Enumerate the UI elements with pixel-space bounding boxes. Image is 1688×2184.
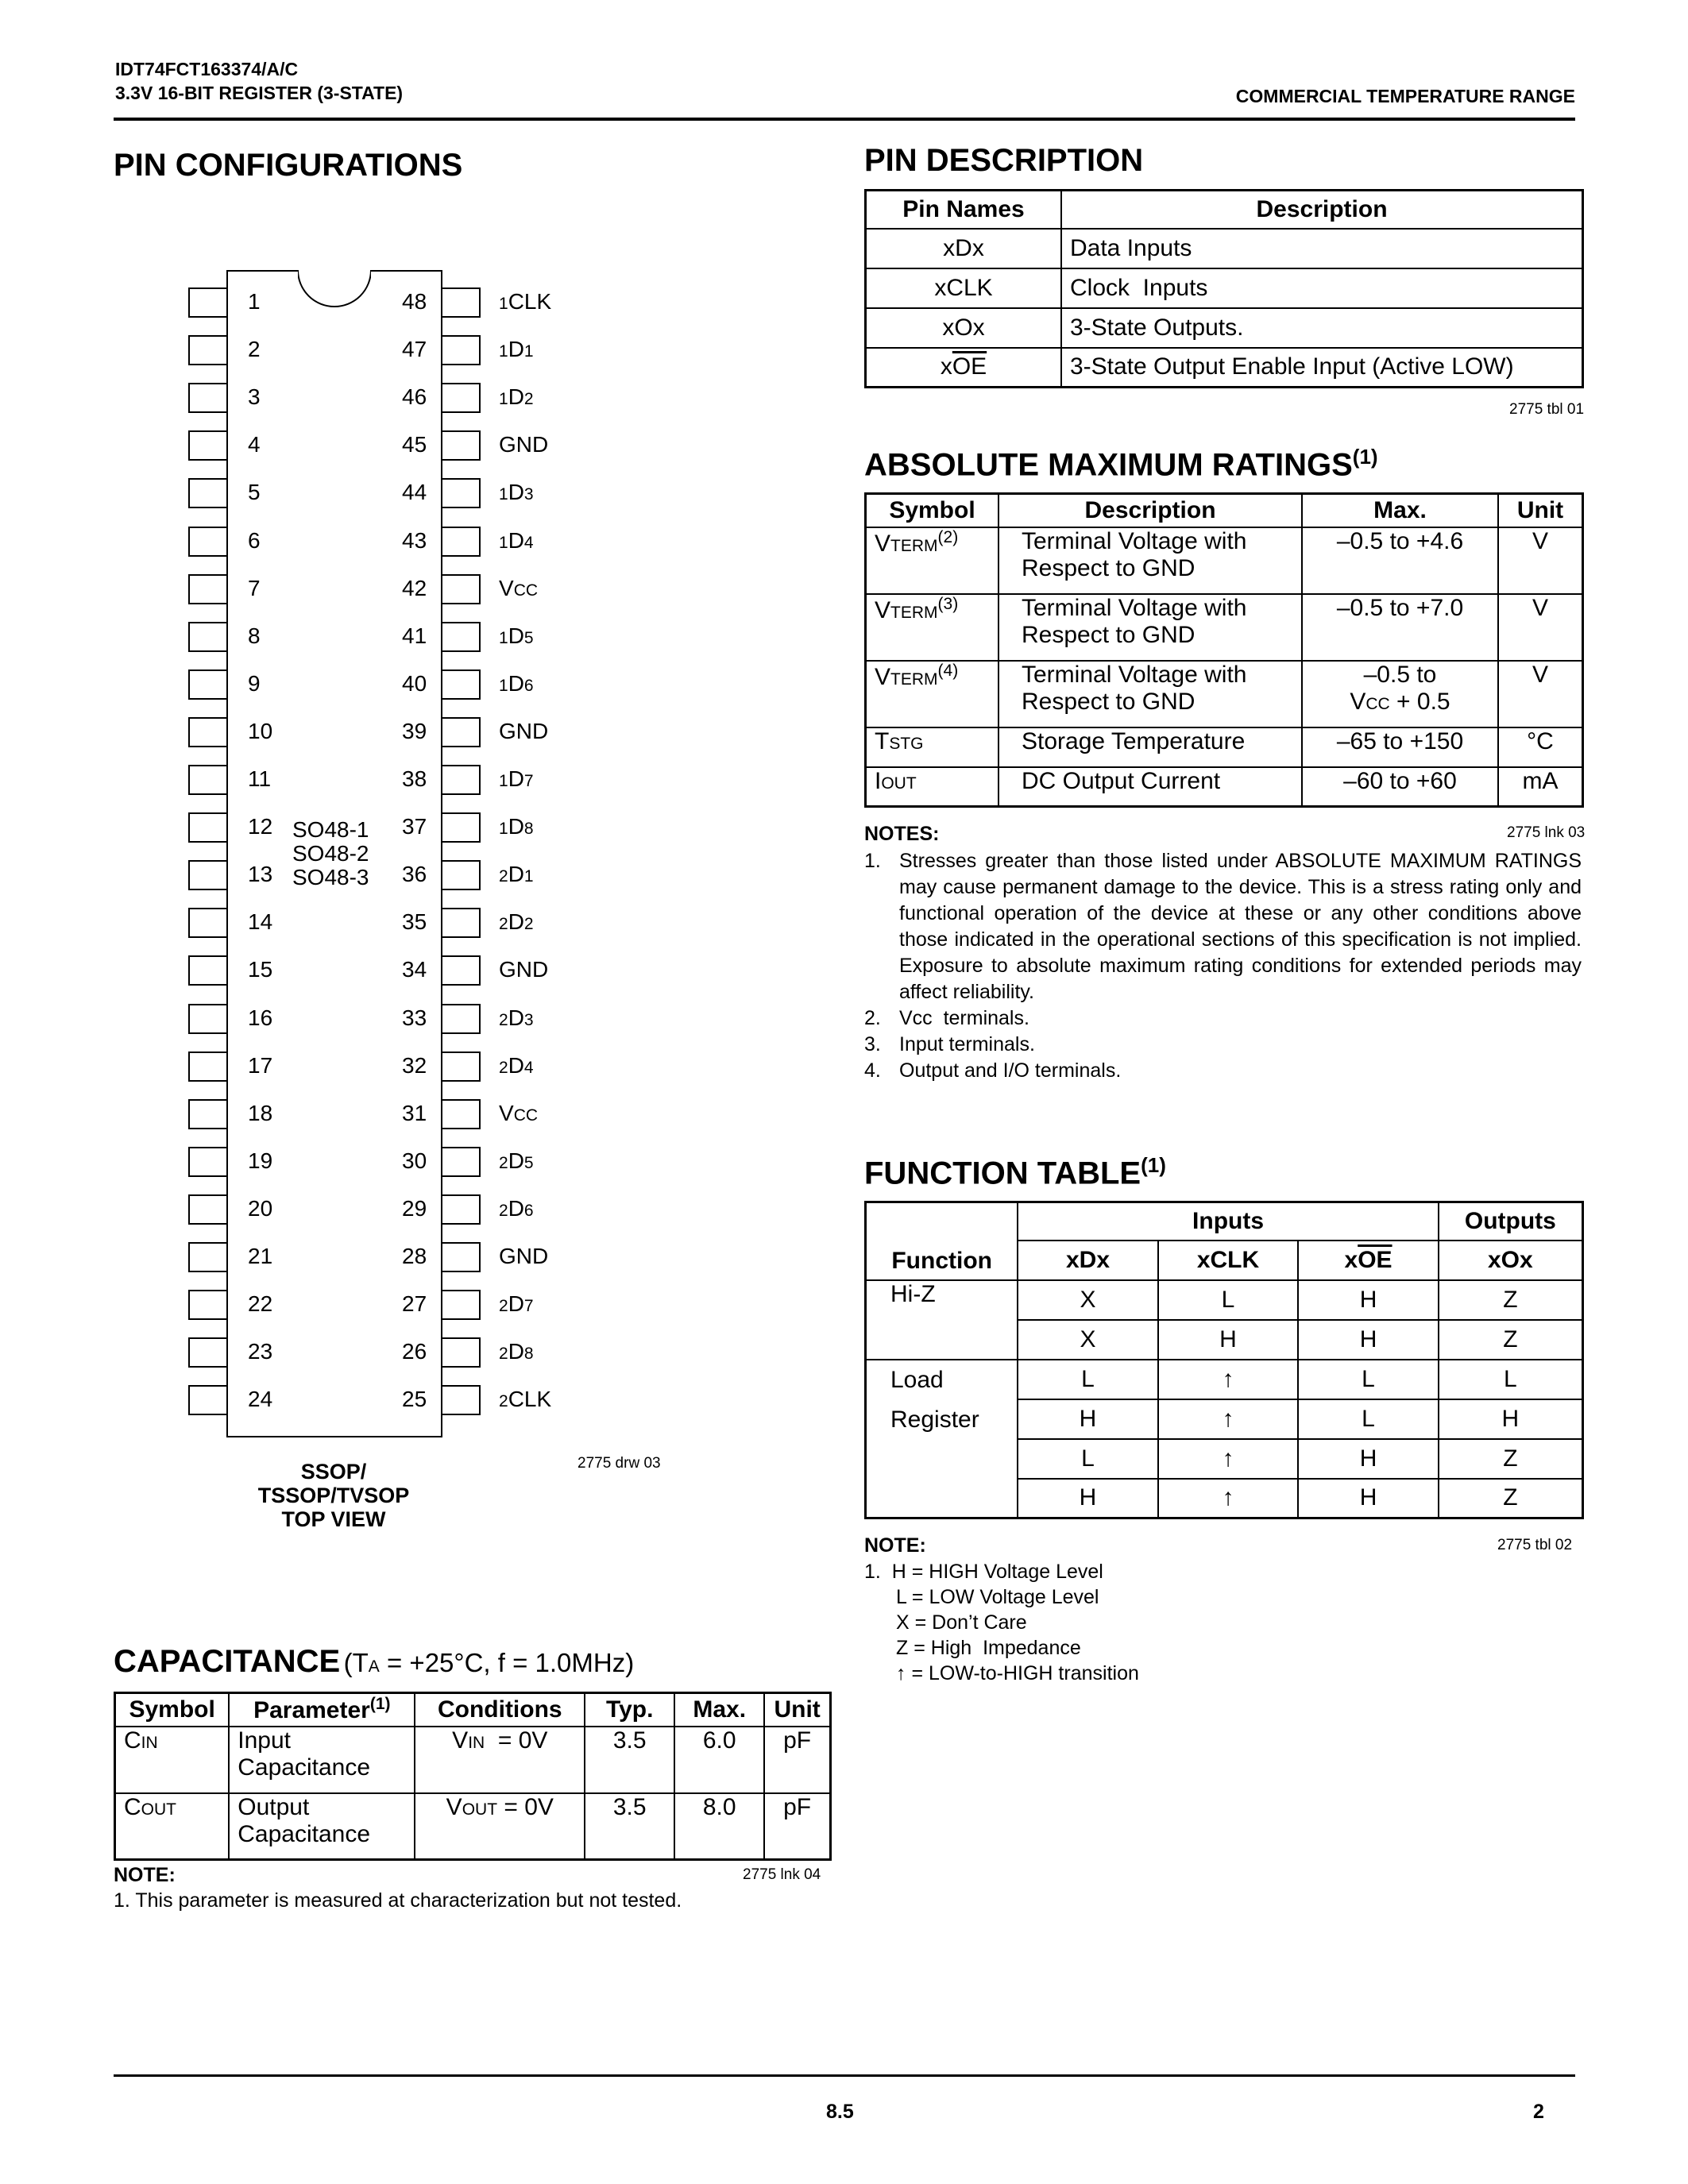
pin-number: 22 [248, 1291, 273, 1317]
capacitance-heading [114, 1644, 634, 1680]
pin-number: 9 [248, 670, 261, 696]
ft-col-xox: xOx [1439, 1241, 1583, 1280]
am-unit: V [1498, 527, 1583, 594]
ft-col-xclk: xCLK [1158, 1241, 1299, 1280]
pin-label: 1D4 [499, 527, 534, 553]
pin-desc-title: PIN DESCRIPTION [864, 143, 1144, 178]
package-code-2: SO48-2 [292, 841, 369, 866]
ft-cell: Z [1439, 1280, 1583, 1320]
pin-label: 1D6 [499, 670, 534, 696]
pin-lead-right [442, 622, 481, 652]
abs-max-note: 1. Stresses greater than those listed under ABSOLUTE MAXIMUM RATINGS may cause permanent damage to the device. This is a stress rating only and functional operation of the device at these or any other conditions above those indicated in the operational sections of this specification is not implied. Exposure to absolute maximum rating conditions for extended periods may affect reliability. [864, 850, 1582, 1003]
pin-number: 47 [402, 337, 427, 362]
pin-lead-left [188, 955, 226, 986]
page-number: 2 [1533, 2101, 1544, 2123]
pin-number: 26 [402, 1339, 427, 1364]
pd-desc: Data Inputs [1061, 229, 1583, 268]
pin-lead-left [188, 527, 226, 557]
abs-max-ref: 2775 lnk 03 [1507, 824, 1586, 841]
func-note: 1. H = HIGH Voltage Level [864, 1561, 1103, 1583]
cap-cout-typ: 3.5 [585, 1793, 674, 1860]
pin-lead-right [442, 908, 481, 938]
pin-desc-table [864, 189, 1584, 388]
pin-lead-right [442, 1290, 481, 1320]
part-number: IDT74FCT163374/A/C [115, 59, 299, 79]
pin-label: 2D4 [499, 1052, 534, 1078]
cap-cin-symbol: CIN [115, 1727, 230, 1793]
pin-lead-right [442, 383, 481, 413]
pin-lead-left [188, 1147, 226, 1177]
ft-func-load-register: Load Register [866, 1360, 1018, 1518]
ft-cell: ↑ [1158, 1479, 1299, 1518]
pin-number: 35 [402, 909, 427, 935]
pin-number: 33 [402, 1005, 427, 1030]
temperature-range: COMMERCIAL TEMPERATURE RANGE [1235, 86, 1575, 106]
chip-notch [298, 268, 371, 308]
header-left [115, 57, 403, 105]
ft-cell: X [1018, 1280, 1157, 1320]
pin-number: 14 [248, 909, 273, 935]
pin-number: 34 [402, 957, 427, 982]
package-codes [292, 818, 369, 889]
pin-lead-right [442, 955, 481, 986]
pin-lead-right [442, 1242, 481, 1272]
ft-group-outputs: Outputs [1439, 1202, 1583, 1241]
package-code-1: SO48-1 [292, 817, 369, 842]
pin-number: 44 [402, 480, 427, 505]
cap-cout-max: 8.0 [674, 1793, 764, 1860]
pin-lead-right [442, 1147, 481, 1177]
cap-cin-cond: VIN = 0V [415, 1727, 585, 1793]
abs-max-note: 2. Vcc terminals. [864, 1007, 1029, 1029]
am-symbol: TSTG [866, 727, 999, 767]
pin-lead-right [442, 1051, 481, 1082]
pin-number: 23 [248, 1339, 273, 1364]
pin-lead-left [188, 622, 226, 652]
cap-col-typ: Typ. [585, 1693, 674, 1727]
abs-max-row [866, 527, 1583, 594]
pin-lead-left [188, 1337, 226, 1368]
abs-max-notes-label: NOTES: [864, 823, 940, 845]
ft-cell: H [1018, 1399, 1157, 1439]
cap-col-symbol: Symbol [115, 1693, 230, 1727]
pin-number: 12 [248, 814, 273, 839]
am-symbol: VTERM$^{(4)}$ [866, 661, 999, 727]
capacitance-table [114, 1692, 832, 1861]
pin-label: 1D8 [499, 814, 534, 839]
am-col-max: Max. [1302, 494, 1498, 527]
pin-number: 40 [402, 670, 427, 696]
func-note: ↑ = LOW-to-HIGH transition [896, 1662, 1139, 1684]
func-notes [864, 1559, 1139, 1686]
abs-max-table [864, 492, 1584, 808]
pd-col-pin: Pin Names [866, 191, 1062, 229]
pd-row [866, 229, 1583, 268]
pin-lead-left [188, 1099, 226, 1129]
am-unit: V [1498, 594, 1583, 661]
header-rule [114, 118, 1575, 121]
func-ref: 2775 tbl 02 [1497, 1537, 1573, 1553]
pin-label: GND [499, 957, 549, 982]
pin-number: 10 [248, 718, 273, 743]
pin-lead-left [188, 430, 226, 461]
ft-cell: L [1158, 1280, 1299, 1320]
ft-cell: Z [1439, 1439, 1583, 1479]
abs-max-title: ABSOLUTE MAXIMUM RATINGS$^{(1)}$ [864, 445, 1378, 483]
pin-label: 1CLK [499, 289, 552, 314]
ft-cell: H [1158, 1320, 1299, 1360]
func-note-label: NOTE: [864, 1534, 926, 1557]
pin-lead-left [188, 860, 226, 890]
pin-lead-left [188, 1385, 226, 1415]
pin-label: 2D7 [499, 1291, 534, 1317]
func-note: L = LOW Voltage Level [896, 1586, 1099, 1608]
cap-cout-param: Output Capacitance [229, 1793, 415, 1860]
pin-lead-right [442, 860, 481, 890]
ft-cell: L [1439, 1360, 1583, 1399]
package-name-line-1: SSOP/ [300, 1460, 367, 1484]
am-max: –60 to +60 [1302, 767, 1498, 807]
ft-cell: L [1298, 1399, 1438, 1439]
cap-note-label: NOTE: [114, 1864, 176, 1886]
pd-row [866, 268, 1583, 308]
cap-cin-param: Input Capacitance [229, 1727, 415, 1793]
pd-row [866, 348, 1583, 388]
abs-max-notes [864, 848, 1582, 1084]
am-max: –65 to +150 [1302, 727, 1498, 767]
pd-pin: $x\overline{OE}$ [866, 348, 1062, 388]
pin-lead-left [188, 1290, 226, 1320]
cap-col-max: Max. [674, 1693, 764, 1727]
pin-number: 46 [402, 384, 427, 410]
pin-label: 1D7 [499, 766, 534, 791]
cap-col-parameter: Parameter$^{(1)}$ [229, 1693, 415, 1727]
pin-lead-right [442, 527, 481, 557]
pin-label: VCC [499, 1100, 539, 1125]
package-code-3: SO48-3 [292, 865, 369, 889]
am-symbol: VTERM$^{(2)}$ [866, 527, 999, 594]
pin-label: 2D1 [499, 862, 534, 887]
cap-cin-max: 6.0 [674, 1727, 764, 1793]
cap-cout-symbol: COUT [115, 1793, 230, 1860]
pin-lead-right [442, 717, 481, 747]
func-note: Z = High Impedance [896, 1637, 1081, 1659]
ft-row [866, 1280, 1583, 1320]
pin-number: 16 [248, 1005, 273, 1030]
ft-cell: H [1298, 1320, 1438, 1360]
pin-number: 17 [248, 1052, 273, 1078]
pin-number: 2 [248, 337, 261, 362]
pin-number: 39 [402, 718, 427, 743]
pin-number: 31 [402, 1100, 427, 1125]
pin-lead-left [188, 765, 226, 795]
pd-row [866, 308, 1583, 348]
pin-desc-ref: 2775 tbl 01 [1509, 401, 1585, 418]
ft-cell: ↑ [1158, 1399, 1299, 1439]
pin-lead-right [442, 1004, 481, 1034]
ft-cell: H [1298, 1280, 1438, 1320]
pin-number: 28 [402, 1244, 427, 1268]
pin-number: 21 [248, 1244, 273, 1268]
abs-max-note: 3. Input terminals. [864, 1033, 1035, 1055]
pin-number: 15 [248, 957, 273, 982]
pin-number: 3 [248, 384, 261, 410]
pin-lead-right [442, 335, 481, 365]
pin-number: 13 [248, 862, 273, 887]
ft-cell: Z [1439, 1320, 1583, 1360]
pin-number: 25 [402, 1387, 427, 1412]
pd-pin: xOx [866, 308, 1062, 348]
pin-number: 18 [248, 1100, 273, 1125]
pin-number: 42 [402, 575, 427, 600]
function-table [864, 1201, 1584, 1519]
am-col-symbol: Symbol [866, 494, 999, 527]
am-max: –0.5 to +7.0 [1302, 594, 1498, 661]
cap-cin-unit: pF [764, 1727, 830, 1793]
am-desc: DC Output Current [999, 767, 1302, 807]
capacitance-title: CAPACITANCE [114, 1644, 341, 1679]
pin-number: 27 [402, 1291, 427, 1317]
pin-lead-left [188, 812, 226, 843]
abs-max-note: 4. Output and I/O terminals. [864, 1059, 1122, 1082]
pd-desc: 3-State Outputs. [1061, 308, 1583, 348]
pin-lead-left [188, 478, 226, 508]
func-table-title: FUNCTION TABLE$^{(1)}$ [864, 1153, 1166, 1191]
pin-lead-right [442, 287, 481, 318]
pin-number: 19 [248, 1148, 273, 1173]
pin-number: 20 [248, 1195, 273, 1221]
pin-lead-left [188, 287, 226, 318]
pin-label: 2D3 [499, 1005, 534, 1030]
cap-cin-typ: 3.5 [585, 1727, 674, 1793]
abs-max-row [866, 727, 1583, 767]
footer-rule [114, 2074, 1575, 2077]
cap-ref: 2775 lnk 04 [743, 1866, 821, 1883]
cap-col-conditions: Conditions [415, 1693, 585, 1727]
pd-pin: xDx [866, 229, 1062, 268]
part-description: 3.3V 16-BIT REGISTER (3-STATE) [115, 83, 404, 103]
cap-cout-cond: VOUT = 0V [415, 1793, 585, 1860]
am-max: –0.5 to VCC + 0.5 [1302, 661, 1498, 727]
pin-label: GND [499, 1244, 549, 1268]
ft-group-inputs: Inputs [1018, 1202, 1438, 1241]
pin-config-title: PIN CONFIGURATIONS [114, 148, 463, 183]
am-max: –0.5 to +4.6 [1302, 527, 1498, 594]
pin-number: 4 [248, 432, 261, 457]
cap-note: 1. This parameter is measured at characterization but not tested. [114, 1889, 682, 1912]
am-col-desc: Description [999, 494, 1302, 527]
package-name [238, 1460, 429, 1531]
pin-label: GND [499, 718, 549, 743]
pin-lead-right [442, 1194, 481, 1225]
func-note: X = Don’t Care [896, 1611, 1027, 1634]
cap-cout-unit: pF [764, 1793, 830, 1860]
pin-lead-right [442, 478, 481, 508]
pin-number: 38 [402, 766, 427, 791]
pin-lead-right [442, 574, 481, 604]
am-unit: V [1498, 661, 1583, 727]
pd-col-desc: Description [1061, 191, 1583, 229]
am-unit: mA [1498, 767, 1583, 807]
abs-max-row [866, 767, 1583, 807]
am-symbol: VTERM$^{(3)}$ [866, 594, 999, 661]
pin-number: 11 [248, 766, 272, 791]
ft-cell: H [1298, 1479, 1438, 1518]
capacitance-conditions: (TA = +25°C, f = 1.0MHz) [343, 1648, 635, 1677]
ft-cell: L [1018, 1360, 1157, 1399]
pin-lead-right [442, 1099, 481, 1129]
ft-cell: H [1439, 1399, 1583, 1439]
pin-number: 1 [248, 289, 261, 314]
pin-lead-left [188, 717, 226, 747]
pin-label: 1D2 [499, 384, 534, 410]
pin-lead-left [188, 383, 226, 413]
pin-number: 37 [402, 814, 427, 839]
cap-row-cout [115, 1793, 831, 1860]
am-unit: °C [1498, 727, 1583, 767]
ft-row [866, 1360, 1583, 1399]
pin-label: 1D5 [499, 623, 534, 648]
ft-cell: X [1018, 1320, 1157, 1360]
pin-lead-right [442, 765, 481, 795]
pin-lead-right [442, 1385, 481, 1415]
pin-label: GND [499, 432, 549, 457]
am-desc: Terminal Voltage with Respect to GND [999, 594, 1302, 661]
am-desc: Terminal Voltage with Respect to GND [999, 527, 1302, 594]
pin-number: 30 [402, 1148, 427, 1173]
pin-number: 41 [402, 623, 427, 648]
cap-col-unit: Unit [764, 1693, 830, 1727]
package-name-line-2: TSSOP/TVSOP [257, 1484, 410, 1507]
pin-number: 6 [248, 527, 261, 553]
pin-label: 2D6 [499, 1195, 534, 1221]
pin-lead-left [188, 669, 226, 700]
pin-number: 45 [402, 432, 427, 457]
ft-col-xoe: $x\overline{OE}$ [1298, 1241, 1438, 1280]
pin-number: 29 [402, 1195, 427, 1221]
ft-cell: H [1018, 1479, 1157, 1518]
pin-lead-left [188, 1051, 226, 1082]
ft-cell: H [1298, 1439, 1438, 1479]
pin-lead-left [188, 1194, 226, 1225]
ft-func-hiz: Hi-Z [866, 1280, 1018, 1360]
pin-lead-left [188, 908, 226, 938]
pin-label: 2D8 [499, 1339, 534, 1364]
pin-lead-right [442, 669, 481, 700]
am-desc: Terminal Voltage with Respect to GND [999, 661, 1302, 727]
pin-label: 2D2 [499, 909, 534, 935]
pin-label: 1D1 [499, 337, 534, 362]
pin-number: 7 [248, 575, 261, 600]
ft-cell: L [1298, 1360, 1438, 1399]
ft-cell: Z [1439, 1479, 1583, 1518]
pin-lead-left [188, 1004, 226, 1034]
pin-number: 43 [402, 527, 427, 553]
pin-lead-right [442, 430, 481, 461]
pin-number: 5 [248, 480, 261, 505]
am-col-unit: Unit [1498, 494, 1583, 527]
pin-number: 8 [248, 623, 261, 648]
package-name-line-3: TOP VIEW [281, 1507, 386, 1531]
pin-lead-left [188, 335, 226, 365]
am-desc: Storage Temperature [999, 727, 1302, 767]
pin-label: 1D3 [499, 480, 534, 505]
pd-desc: 3-State Output Enable Input (Active LOW) [1061, 348, 1583, 388]
ft-col-function: Function [866, 1202, 1018, 1280]
am-symbol: IOUT [866, 767, 999, 807]
pd-desc: Clock Inputs [1061, 268, 1583, 308]
pd-pin: xCLK [866, 268, 1062, 308]
section-number: 8.5 [826, 2101, 854, 2123]
pin-lead-left [188, 1242, 226, 1272]
ft-col-xdx: xDx [1018, 1241, 1157, 1280]
ft-cell: ↑ [1158, 1439, 1299, 1479]
cap-row-cin [115, 1727, 831, 1793]
pin-lead-right [442, 812, 481, 843]
pin-label: VCC [499, 575, 539, 600]
pin-lead-right [442, 1337, 481, 1368]
pin-number: 36 [402, 862, 427, 887]
abs-max-row [866, 594, 1583, 661]
pin-number: 32 [402, 1052, 427, 1078]
pin-label: 2CLK [499, 1387, 552, 1412]
pin-lead-left [188, 574, 226, 604]
drawing-ref: 2775 drw 03 [577, 1455, 661, 1472]
pin-label: 2D5 [499, 1148, 534, 1173]
ft-cell: ↑ [1158, 1360, 1299, 1399]
pin-number: 24 [248, 1387, 273, 1412]
pin-number: 48 [402, 289, 427, 314]
ft-cell: L [1018, 1439, 1157, 1479]
abs-max-row [866, 661, 1583, 727]
